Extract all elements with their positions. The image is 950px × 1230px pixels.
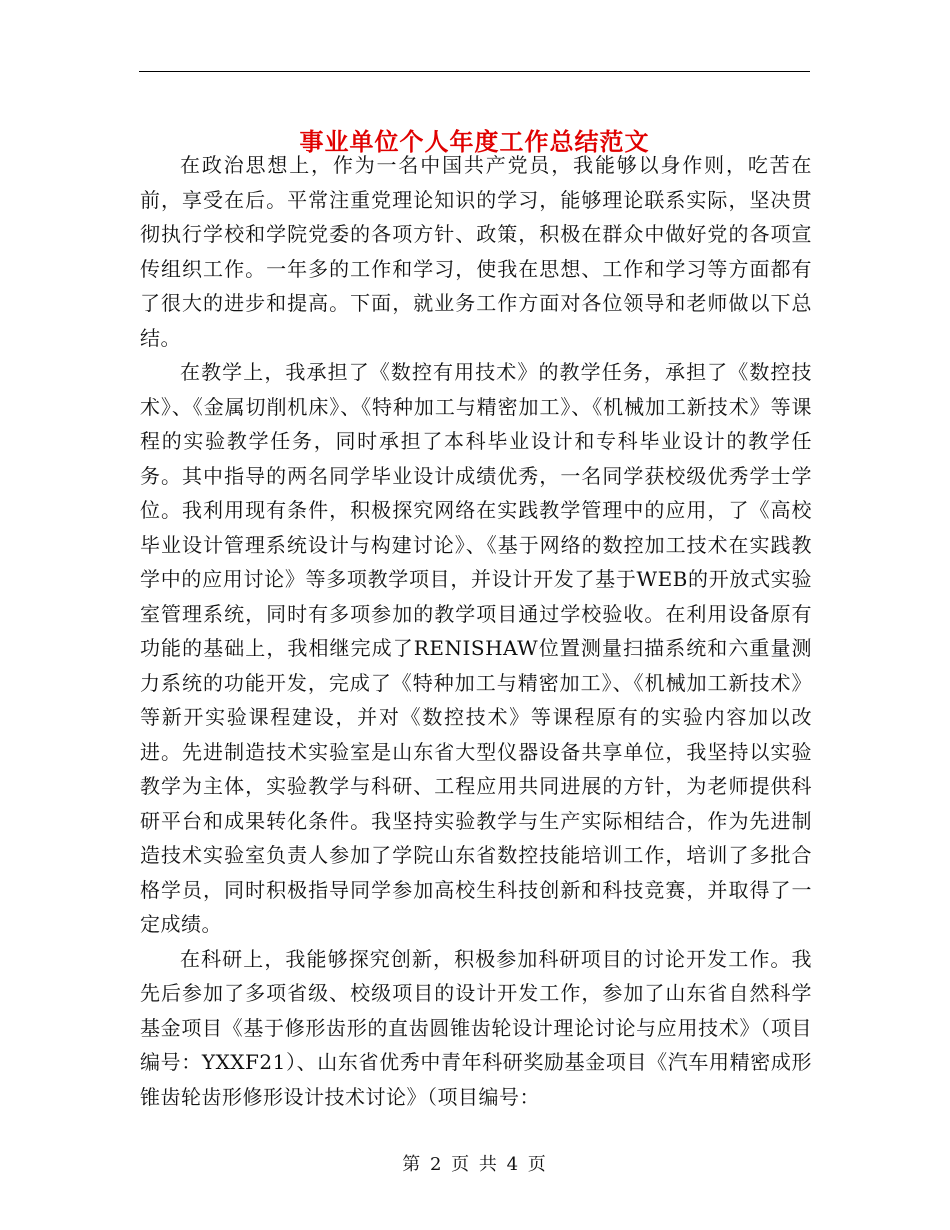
page-number-footer: 第 2 页 共 4 页	[402, 1154, 548, 1175]
paragraph-politics: 在政治思想上，作为一名中国共产党员，我能够以身作则，吃苦在前，享受在后。平常注重党理论知识的学习，能够理论联系实际，坚决贯彻执行学校和学院党委的各项方针、政策，积极在群众中做好党的各项宣传组织工作。一年多的工作和学习，使我在思想、工作和学习等方面都有了很大的进步和提高。下面，就业务工作方面对各位领导和老师做以下总结。	[140, 153, 812, 350]
header-rule	[139, 71, 810, 72]
paragraph-research: 在科研上，我能够探究创新，积极参加科研项目的讨论开发工作。我先后参加了多项省级、校级项目的设计开发工作，参加了山东省自然科学基金项目《基于修形齿形的直齿圆锥齿轮设计理论讨论与应用技术》（项目编号：YXXF21）、山东省优秀中青年科研奖励基金项目《汽车用精密成形锥齿轮齿形修形设计技术讨论》（项目编号：	[140, 946, 812, 1109]
document-title: 事业单位个人年度工作总结范文	[299, 127, 650, 157]
paragraph-teaching: 在教学上，我承担了《数控有用技术》的教学任务，承担了《数控技术》、《金属切削机床》、《特种加工与精密加工》、《机械加工新技术》等课程的实验教学任务，同时承担了本科毕业设计和专科毕业设计的教学任务。其中指导的两名同学毕业设计成绩优秀，一名同学获校级优秀学士学位。我利用现有条件，积极探究网络在实践教学管理中的应用，了《高校毕业设计管理系统设计与构建讨论》、《基于网络的数控加工技术在实践教学中的应用讨论》等多项教学项目，并设计开发了基于WEB的开放式实验室管理系统，同时有多项参加的教学项目通过学校验收。在利用设备原有功能的基础上，我相继完成了RENISHAW位置测量扫描系统和六重量测力系统的功能开发，完成了《特种加工与精密加工》、《机械加工新技术》等新开实验课程建设，并对《数控技术》等课程原有的实验内容加以改进。先进制造技术实验室是山东省大型仪器设备共享单位，我坚持以实验教学为主体，实验教学与科研、工程应用共同进展的方针，为老师提供科研平台和成果转化条件。我坚持实验教学与生产实际相结合，作为先进制造技术实验室负责人参加了学院山东省数控技能培训工作，培训了多批合格学员，同时积极指导同学参加高校生科技创新和科技竞赛，并取得了一定成绩。	[140, 360, 812, 936]
document-body	[140, 148, 812, 1114]
